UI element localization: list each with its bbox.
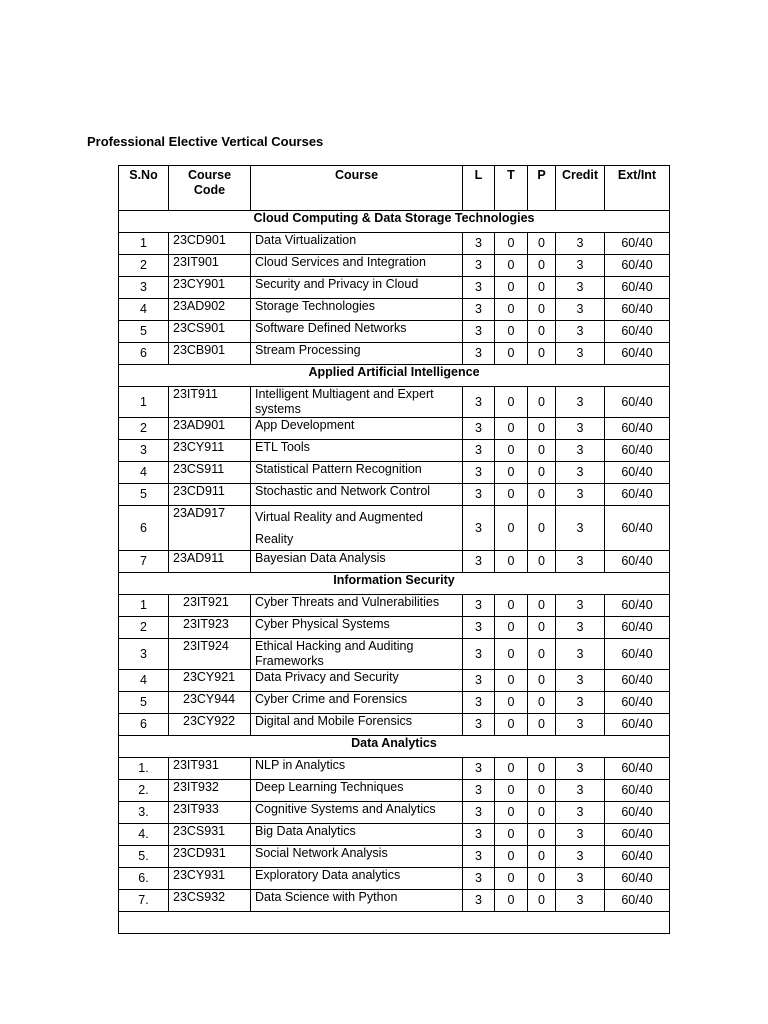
cell-p: 0 — [528, 321, 556, 343]
header-credit: Credit — [556, 166, 605, 211]
section-row — [119, 365, 670, 387]
cell-p: 0 — [528, 387, 556, 418]
cell-l: 3 — [463, 714, 495, 736]
cell-t: 0 — [495, 758, 528, 780]
cell-course-name: Cognitive Systems and Analytics — [251, 802, 463, 824]
header-course-code — [169, 166, 251, 211]
cell-credit: 3 — [556, 617, 605, 639]
cell-credit: 3 — [556, 299, 605, 321]
cell-credit: 3 — [556, 277, 605, 299]
cell-l: 3 — [463, 670, 495, 692]
cell-l: 3 — [463, 846, 495, 868]
cell-extint: 60/40 — [605, 387, 670, 418]
cell-p: 0 — [528, 639, 556, 670]
cell-extint: 60/40 — [605, 802, 670, 824]
cell-extint: 60/40 — [605, 846, 670, 868]
cell-sno: 6. — [119, 868, 169, 890]
cell-l: 3 — [463, 299, 495, 321]
cell-course-code: 23CS911 — [169, 462, 251, 484]
table-row — [119, 714, 670, 736]
cell-course-code: 23IT933 — [169, 802, 251, 824]
cell-course-name: Cyber Threats and Vulnerabilities — [251, 595, 463, 617]
table-row — [119, 387, 670, 418]
cell-course-code: 23IT911 — [169, 387, 251, 418]
cell-p: 0 — [528, 714, 556, 736]
table-row — [119, 758, 670, 780]
cell-extint: 60/40 — [605, 233, 670, 255]
cell-course-code: 23IT921 — [169, 595, 251, 617]
cell-course-code: 23CB901 — [169, 343, 251, 365]
cell-sno: 5. — [119, 846, 169, 868]
cell-course-name: Cyber Crime and Forensics — [251, 692, 463, 714]
table-row — [119, 692, 670, 714]
cell-sno: 7 — [119, 551, 169, 573]
cell-l: 3 — [463, 343, 495, 365]
cell-course-name: Data Virtualization — [251, 233, 463, 255]
cell-extint: 60/40 — [605, 639, 670, 670]
cell-t: 0 — [495, 233, 528, 255]
cell-course-name: Software Defined Networks — [251, 321, 463, 343]
courses-table — [118, 165, 670, 934]
cell-p: 0 — [528, 277, 556, 299]
cell-p: 0 — [528, 846, 556, 868]
cell-t: 0 — [495, 617, 528, 639]
page-title: Professional Elective Vertical Courses — [87, 134, 324, 149]
table-row — [119, 670, 670, 692]
cell-l: 3 — [463, 780, 495, 802]
cell-course-code: 23AD911 — [169, 551, 251, 573]
cell-sno: 5 — [119, 692, 169, 714]
cell-course-code: 23CY922 — [169, 714, 251, 736]
cell-extint: 60/40 — [605, 780, 670, 802]
cell-credit: 3 — [556, 639, 605, 670]
cell-course-code: 23AD917 — [169, 506, 251, 551]
cell-course-name: ETL Tools — [251, 440, 463, 462]
table-row — [119, 233, 670, 255]
cell-t: 0 — [495, 277, 528, 299]
cell-t: 0 — [495, 255, 528, 277]
cell-course-code: 23AD902 — [169, 299, 251, 321]
cell-extint: 60/40 — [605, 506, 670, 551]
cell-p: 0 — [528, 617, 556, 639]
cell-sno: 2 — [119, 255, 169, 277]
cell-sno: 4 — [119, 299, 169, 321]
header-course: Course — [251, 166, 463, 211]
cell-sno: 2. — [119, 780, 169, 802]
header-course-code-line2: Code — [193, 183, 226, 197]
table-row — [119, 506, 670, 551]
cell-l: 3 — [463, 692, 495, 714]
cell-p: 0 — [528, 868, 556, 890]
table-row — [119, 551, 670, 573]
table-row — [119, 846, 670, 868]
cell-course-code: 23IT924 — [169, 639, 251, 670]
cell-sno: 3 — [119, 277, 169, 299]
cell-course-name: Bayesian Data Analysis — [251, 551, 463, 573]
header-l: L — [463, 166, 495, 211]
cell-p: 0 — [528, 551, 556, 573]
cell-sno: 3. — [119, 802, 169, 824]
cell-course-code: 23CD911 — [169, 484, 251, 506]
cell-course-name: Exploratory Data analytics — [251, 868, 463, 890]
table-row — [119, 780, 670, 802]
header-t: T — [495, 166, 528, 211]
cell-course-code: 23IT901 — [169, 255, 251, 277]
table-row — [119, 802, 670, 824]
cell-credit: 3 — [556, 440, 605, 462]
cell-l: 3 — [463, 551, 495, 573]
cell-extint: 60/40 — [605, 255, 670, 277]
cell-course-name: Big Data Analytics — [251, 824, 463, 846]
header-extint: Ext/Int — [605, 166, 670, 211]
section-title: Data Analytics — [119, 736, 670, 758]
cell-p: 0 — [528, 462, 556, 484]
cell-sno: 4 — [119, 670, 169, 692]
cell-extint: 60/40 — [605, 343, 670, 365]
cell-sno: 1. — [119, 758, 169, 780]
cell-p: 0 — [528, 506, 556, 551]
cell-credit: 3 — [556, 780, 605, 802]
cell-p: 0 — [528, 233, 556, 255]
cell-p: 0 — [528, 692, 556, 714]
table-row — [119, 868, 670, 890]
cell-credit: 3 — [556, 506, 605, 551]
cell-course-name: Social Network Analysis — [251, 846, 463, 868]
cell-extint: 60/40 — [605, 758, 670, 780]
cell-extint: 60/40 — [605, 890, 670, 912]
cell-t: 0 — [495, 321, 528, 343]
cell-credit: 3 — [556, 387, 605, 418]
cell-l: 3 — [463, 440, 495, 462]
cell-l: 3 — [463, 639, 495, 670]
cell-t: 0 — [495, 299, 528, 321]
cell-credit: 3 — [556, 802, 605, 824]
cell-course-code: 23CY944 — [169, 692, 251, 714]
cell-p: 0 — [528, 670, 556, 692]
cell-course-name: NLP in Analytics — [251, 758, 463, 780]
table-row — [119, 890, 670, 912]
cell-credit: 3 — [556, 418, 605, 440]
cell-course-name: Deep Learning Techniques — [251, 780, 463, 802]
section-row — [119, 211, 670, 233]
cell-course-name: Security and Privacy in Cloud — [251, 277, 463, 299]
cell-sno: 4. — [119, 824, 169, 846]
table-row — [119, 299, 670, 321]
table-row — [119, 462, 670, 484]
cell-course-code: 23CY931 — [169, 868, 251, 890]
section-title: Cloud Computing & Data Storage Technologies — [119, 211, 670, 233]
cell-sno: 4 — [119, 462, 169, 484]
cell-extint: 60/40 — [605, 321, 670, 343]
cell-extint: 60/40 — [605, 824, 670, 846]
table-row — [119, 418, 670, 440]
cell-extint: 60/40 — [605, 484, 670, 506]
table-row — [119, 343, 670, 365]
cell-course-code: 23IT923 — [169, 617, 251, 639]
cell-extint: 60/40 — [605, 418, 670, 440]
cell-course-code: 23CY901 — [169, 277, 251, 299]
cell-course-code: 23CD901 — [169, 233, 251, 255]
cell-l: 3 — [463, 277, 495, 299]
cell-extint: 60/40 — [605, 617, 670, 639]
cell-t: 0 — [495, 868, 528, 890]
cell-l: 3 — [463, 758, 495, 780]
cell-course-name: Storage Technologies — [251, 299, 463, 321]
cell-credit: 3 — [556, 321, 605, 343]
cell-extint: 60/40 — [605, 692, 670, 714]
cell-l: 3 — [463, 617, 495, 639]
cell-t: 0 — [495, 551, 528, 573]
cell-course-name: Cloud Services and Integration — [251, 255, 463, 277]
cell-course-code: 23IT931 — [169, 758, 251, 780]
cell-course-name: Stream Processing — [251, 343, 463, 365]
cell-t: 0 — [495, 824, 528, 846]
cell-t: 0 — [495, 639, 528, 670]
cell-credit: 3 — [556, 462, 605, 484]
cell-course-name: Cyber Physical Systems — [251, 617, 463, 639]
table-row — [119, 321, 670, 343]
cell-course-name: Virtual Reality and Augmented Reality — [251, 506, 463, 551]
cell-course-name: Stochastic and Network Control — [251, 484, 463, 506]
cell-t: 0 — [495, 484, 528, 506]
header-sno: S.No — [119, 166, 169, 211]
cell-t: 0 — [495, 462, 528, 484]
cell-course-name: Digital and Mobile Forensics — [251, 714, 463, 736]
cell-t: 0 — [495, 846, 528, 868]
cell-course-name: Ethical Hacking and Auditing Frameworks — [251, 639, 463, 670]
cell-extint: 60/40 — [605, 714, 670, 736]
cell-l: 3 — [463, 802, 495, 824]
table-row — [119, 639, 670, 670]
cell-p: 0 — [528, 890, 556, 912]
cell-course-code: 23IT932 — [169, 780, 251, 802]
cell-course-code: 23CY911 — [169, 440, 251, 462]
cell-t: 0 — [495, 802, 528, 824]
cell-p: 0 — [528, 440, 556, 462]
cell-l: 3 — [463, 595, 495, 617]
cell-course-code: 23CS901 — [169, 321, 251, 343]
cell-course-name: Intelligent Multiagent and Expert systems — [251, 387, 463, 418]
table-row — [119, 824, 670, 846]
cell-credit: 3 — [556, 343, 605, 365]
cell-sno: 6 — [119, 343, 169, 365]
section-title: Applied Artificial Intelligence — [119, 365, 670, 387]
cell-course-name: Data Privacy and Security — [251, 670, 463, 692]
cell-l: 3 — [463, 387, 495, 418]
section-title: Information Security — [119, 573, 670, 595]
cell-p: 0 — [528, 343, 556, 365]
cell-sno: 7. — [119, 890, 169, 912]
cell-credit: 3 — [556, 846, 605, 868]
cell-t: 0 — [495, 387, 528, 418]
cell-extint: 60/40 — [605, 299, 670, 321]
section-row — [119, 736, 670, 758]
cell-sno: 5 — [119, 321, 169, 343]
cell-extint: 60/40 — [605, 868, 670, 890]
cell-credit: 3 — [556, 692, 605, 714]
cell-sno: 6 — [119, 714, 169, 736]
cell-extint: 60/40 — [605, 551, 670, 573]
cell-credit: 3 — [556, 714, 605, 736]
header-course-code-line1: Course — [187, 168, 232, 182]
cell-t: 0 — [495, 506, 528, 551]
cell-credit: 3 — [556, 255, 605, 277]
cell-sno: 1 — [119, 233, 169, 255]
cell-l: 3 — [463, 321, 495, 343]
cell-p: 0 — [528, 802, 556, 824]
cell-credit: 3 — [556, 551, 605, 573]
table-row — [119, 277, 670, 299]
table-row — [119, 595, 670, 617]
cell-p: 0 — [528, 255, 556, 277]
cell-l: 3 — [463, 462, 495, 484]
cell-t: 0 — [495, 343, 528, 365]
cell-t: 0 — [495, 418, 528, 440]
cell-extint: 60/40 — [605, 277, 670, 299]
cell-t: 0 — [495, 595, 528, 617]
cell-sno: 6 — [119, 506, 169, 551]
cell-sno: 1 — [119, 595, 169, 617]
cell-course-name: Data Science with Python — [251, 890, 463, 912]
cell-sno: 1 — [119, 387, 169, 418]
cell-course-name: App Development — [251, 418, 463, 440]
cell-t: 0 — [495, 780, 528, 802]
cell-credit: 3 — [556, 233, 605, 255]
cell-sno: 5 — [119, 484, 169, 506]
table-row — [119, 440, 670, 462]
blank-row — [119, 912, 670, 934]
cell-sno: 2 — [119, 617, 169, 639]
cell-sno: 2 — [119, 418, 169, 440]
cell-p: 0 — [528, 299, 556, 321]
blank-cell — [119, 912, 670, 934]
header-row — [119, 166, 670, 211]
cell-credit: 3 — [556, 824, 605, 846]
cell-l: 3 — [463, 506, 495, 551]
cell-l: 3 — [463, 418, 495, 440]
cell-credit: 3 — [556, 890, 605, 912]
cell-l: 3 — [463, 824, 495, 846]
cell-course-code: 23CD931 — [169, 846, 251, 868]
cell-t: 0 — [495, 692, 528, 714]
cell-p: 0 — [528, 418, 556, 440]
cell-course-code: 23CS932 — [169, 890, 251, 912]
table-row — [119, 617, 670, 639]
cell-extint: 60/40 — [605, 462, 670, 484]
cell-extint: 60/40 — [605, 440, 670, 462]
cell-course-name: Statistical Pattern Recognition — [251, 462, 463, 484]
cell-course-code: 23CS931 — [169, 824, 251, 846]
cell-course-code: 23AD901 — [169, 418, 251, 440]
cell-credit: 3 — [556, 595, 605, 617]
cell-credit: 3 — [556, 868, 605, 890]
table-row — [119, 484, 670, 506]
cell-credit: 3 — [556, 484, 605, 506]
table-body — [119, 211, 670, 934]
cell-t: 0 — [495, 670, 528, 692]
cell-p: 0 — [528, 758, 556, 780]
header-p: P — [528, 166, 556, 211]
cell-l: 3 — [463, 255, 495, 277]
cell-p: 0 — [528, 484, 556, 506]
cell-credit: 3 — [556, 758, 605, 780]
cell-l: 3 — [463, 484, 495, 506]
cell-sno: 3 — [119, 440, 169, 462]
cell-credit: 3 — [556, 670, 605, 692]
cell-l: 3 — [463, 890, 495, 912]
cell-t: 0 — [495, 440, 528, 462]
section-row — [119, 573, 670, 595]
cell-p: 0 — [528, 824, 556, 846]
cell-p: 0 — [528, 780, 556, 802]
cell-p: 0 — [528, 595, 556, 617]
cell-sno: 3 — [119, 639, 169, 670]
table-row — [119, 255, 670, 277]
cell-t: 0 — [495, 890, 528, 912]
cell-extint: 60/40 — [605, 670, 670, 692]
cell-l: 3 — [463, 233, 495, 255]
cell-extint: 60/40 — [605, 595, 670, 617]
cell-t: 0 — [495, 714, 528, 736]
cell-l: 3 — [463, 868, 495, 890]
cell-course-code: 23CY921 — [169, 670, 251, 692]
